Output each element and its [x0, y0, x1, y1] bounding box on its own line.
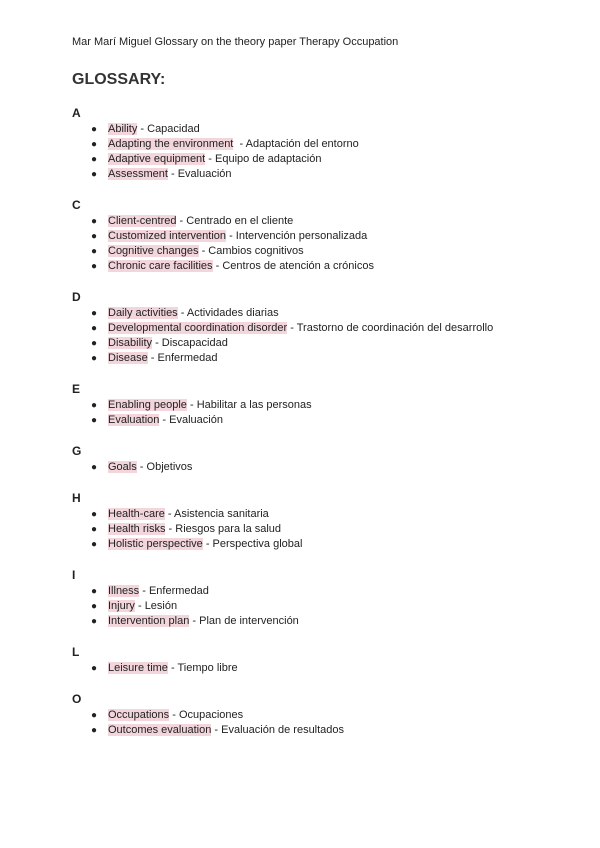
- glossary-term: Developmental coordination disorder: [108, 322, 288, 334]
- section-letter: O: [72, 692, 82, 706]
- list-item: [72, 708, 572, 723]
- glossary-section-o: [72, 691, 572, 738]
- glossary-term: Illness: [108, 585, 140, 597]
- bullet-icon: ●: [91, 338, 98, 349]
- glossary-term: Disability: [108, 337, 153, 349]
- term-definition: Centros de atención a crónicos: [222, 260, 374, 272]
- list-item: [72, 152, 572, 167]
- list-item: [72, 244, 572, 259]
- glossary-section-i: [72, 567, 572, 629]
- bullet-icon: ●: [91, 231, 98, 242]
- term-definition: Intervención personalizada: [235, 230, 368, 242]
- term-separator: -: [169, 709, 179, 721]
- glossary-term: Customized intervention: [108, 230, 227, 242]
- glossary-section-a: [72, 105, 572, 182]
- list-item: [72, 584, 572, 599]
- term-definition: Actividades diarias: [186, 307, 279, 319]
- term-separator: -: [167, 662, 178, 674]
- section-letter: A: [72, 106, 81, 120]
- section-letter: L: [72, 645, 80, 659]
- term-definition: Adaptación del entorno: [245, 138, 359, 150]
- term-definition: Centrado en el cliente: [186, 215, 294, 227]
- glossary-term: Enabling people: [108, 399, 187, 411]
- list-item: [72, 259, 572, 274]
- glossary-term: Adapting the environment: [108, 138, 234, 150]
- term-separator: -: [189, 615, 200, 627]
- term-definition: Tiempo libre: [177, 662, 238, 674]
- term-list: [72, 708, 572, 738]
- section-letter: E: [72, 382, 81, 396]
- glossary-term: Health risks: [108, 523, 166, 535]
- section-letter: D: [72, 290, 81, 304]
- list-item: [72, 661, 572, 676]
- glossary-section-h: [72, 490, 572, 552]
- glossary-section-g: [72, 443, 572, 475]
- bullet-icon: ●: [91, 663, 98, 674]
- list-item: [72, 214, 572, 229]
- list-item: [72, 336, 572, 351]
- term-list: [72, 661, 572, 676]
- term-definition: Trastorno de coordinación del desarrollo: [296, 322, 494, 334]
- term-separator: -: [205, 153, 216, 165]
- list-item: [72, 137, 572, 152]
- bullet-icon: ●: [91, 586, 98, 597]
- bullet-icon: ●: [91, 261, 98, 272]
- term-separator: -: [176, 215, 187, 227]
- bullet-icon: ●: [91, 353, 98, 364]
- section-letter: C: [72, 198, 81, 212]
- list-item: [72, 306, 572, 321]
- term-definition: Riesgos para la salud: [175, 523, 282, 535]
- term-separator: -: [137, 123, 148, 135]
- term-definition: Perspectiva global: [212, 538, 303, 550]
- term-definition: Evaluación: [169, 414, 223, 426]
- bullet-icon: ●: [91, 509, 98, 520]
- glossary-term: Disease: [108, 352, 148, 364]
- list-item: [72, 460, 572, 475]
- term-separator: -: [134, 600, 145, 612]
- glossary-term: Goals: [108, 461, 137, 473]
- term-list: [72, 398, 572, 428]
- term-separator: -: [147, 352, 158, 364]
- term-definition: Objetivos: [146, 461, 193, 473]
- term-separator: -: [186, 399, 197, 411]
- list-item: [72, 599, 572, 614]
- bullet-icon: ●: [91, 710, 98, 721]
- glossary-term: Health-care: [108, 508, 165, 520]
- term-list: [72, 460, 572, 475]
- glossary-term: Cognitive changes: [108, 245, 199, 257]
- glossary-term: Leisure time: [108, 662, 168, 674]
- term-definition: Plan de intervención: [199, 615, 299, 627]
- term-definition: Habilitar a las personas: [196, 399, 312, 411]
- glossary-term: Occupations: [108, 709, 170, 721]
- term-definition: Ocupaciones: [178, 709, 244, 721]
- glossary-term: Client-centred: [108, 215, 177, 227]
- page-title: GLOSSARY:: [72, 71, 166, 88]
- bullet-icon: ●: [91, 616, 98, 627]
- term-definition: Enfermedad: [148, 585, 209, 597]
- term-definition: Asistencia sanitaria: [174, 508, 269, 520]
- term-separator: -: [165, 523, 176, 535]
- glossary-term: Intervention plan: [108, 615, 190, 627]
- term-definition: Lesión: [144, 600, 178, 612]
- glossary-section-c: [72, 197, 572, 274]
- list-item: [72, 723, 572, 738]
- glossary-list: [72, 105, 572, 753]
- list-item: [72, 122, 572, 137]
- term-separator: -: [164, 508, 175, 520]
- term-separator: -: [159, 414, 170, 426]
- term-separator: -: [136, 461, 147, 473]
- bullet-icon: ●: [91, 139, 98, 150]
- bullet-icon: ●: [91, 216, 98, 227]
- glossary-term: Assessment: [108, 168, 168, 180]
- bullet-icon: ●: [91, 539, 98, 550]
- term-separator: -: [211, 724, 222, 736]
- term-separator: -: [177, 307, 187, 319]
- term-definition: Enfermedad: [157, 352, 218, 364]
- term-list: [72, 214, 572, 274]
- term-separator: -: [202, 538, 213, 550]
- term-definition: Capacidad: [147, 123, 200, 135]
- bullet-icon: ●: [91, 323, 98, 334]
- bullet-icon: ●: [91, 400, 98, 411]
- glossary-term: Chronic care facilities: [108, 260, 213, 272]
- list-item: [72, 507, 572, 522]
- list-item: [72, 398, 572, 413]
- list-item: [72, 413, 572, 428]
- term-list: [72, 584, 572, 629]
- term-definition: Evaluación: [177, 168, 232, 180]
- bullet-icon: ●: [91, 124, 98, 135]
- bullet-icon: ●: [91, 601, 98, 612]
- term-separator: -: [139, 585, 149, 597]
- term-separator: -: [167, 168, 178, 180]
- list-item: [72, 167, 572, 182]
- glossary-term: Holistic perspective: [108, 538, 203, 550]
- bullet-icon: ●: [91, 462, 98, 473]
- term-separator: -: [226, 230, 236, 242]
- list-item: [72, 321, 572, 336]
- bullet-icon: ●: [91, 524, 98, 535]
- term-separator: -: [287, 322, 297, 334]
- term-separator: -: [152, 337, 162, 349]
- list-item: [72, 229, 572, 244]
- term-list: [72, 122, 572, 182]
- glossary-section-d: [72, 289, 572, 366]
- glossary-section-e: [72, 381, 572, 428]
- bullet-icon: ●: [91, 246, 98, 257]
- section-letter: G: [72, 444, 82, 458]
- section-letter: I: [72, 568, 76, 582]
- glossary-section-l: [72, 644, 572, 676]
- glossary-term: Outcomes evaluation: [108, 724, 212, 736]
- document-header: Mar Marí Miguel Glossary on the theory paper Therapy Occupation: [72, 36, 399, 48]
- bullet-icon: ●: [91, 154, 98, 165]
- bullet-icon: ●: [91, 169, 98, 180]
- term-separator: -: [198, 245, 209, 257]
- glossary-term: Ability: [108, 123, 138, 135]
- glossary-term: Injury: [108, 600, 135, 612]
- bullet-icon: ●: [91, 725, 98, 736]
- term-separator: -: [212, 260, 223, 272]
- list-item: [72, 351, 572, 366]
- term-separator: -: [233, 138, 246, 150]
- glossary-term: Evaluation: [108, 414, 160, 426]
- term-definition: Cambios cognitivos: [208, 245, 304, 257]
- glossary-term: Daily activities: [108, 307, 178, 319]
- bullet-icon: ●: [91, 308, 98, 319]
- term-definition: Discapacidad: [161, 337, 228, 349]
- term-list: [72, 507, 572, 552]
- term-definition: Equipo de adaptación: [215, 153, 322, 165]
- term-list: [72, 306, 572, 366]
- term-definition: Evaluación de resultados: [221, 724, 345, 736]
- list-item: [72, 614, 572, 629]
- glossary-term: Adaptive equipment: [108, 153, 206, 165]
- section-letter: H: [72, 491, 81, 505]
- bullet-icon: ●: [91, 415, 98, 426]
- list-item: [72, 522, 572, 537]
- list-item: [72, 537, 572, 552]
